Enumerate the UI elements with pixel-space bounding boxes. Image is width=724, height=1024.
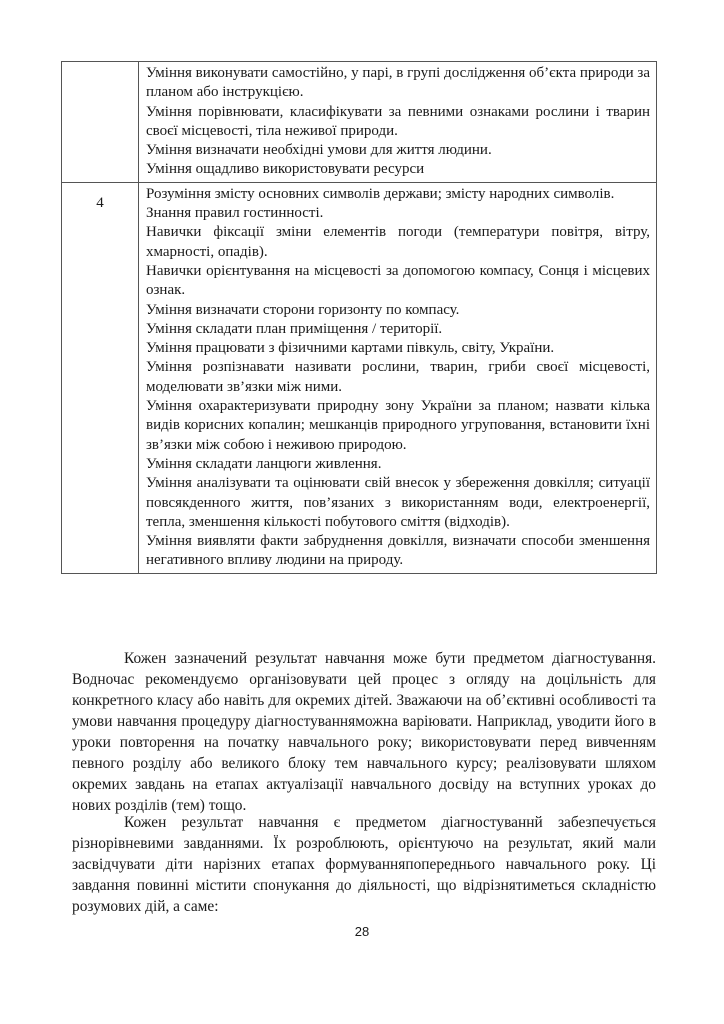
row-number-cell (62, 182, 139, 573)
row-number (62, 62, 138, 74)
list-item: Уміння визначати необхідні умови для життя людини. (146, 142, 492, 159)
row-number-cell (62, 62, 139, 183)
table-row (62, 182, 657, 573)
list-item: Уміння складати ланцюги живлення. (146, 455, 382, 472)
row-items-cell (139, 62, 657, 183)
list-item: Розуміння змісту основних символів держави; змісту народних символів. (146, 185, 615, 202)
list-item: Уміння складати план приміщення / території. (146, 320, 443, 337)
list-item: Уміння працювати з фізичними картами півкуль, світу, України. (146, 340, 555, 357)
list-item: Уміння виконувати самостійно, у парі, в групі дослідження об’єкта природи за планом або інструкцією. (146, 65, 650, 101)
body-paragraph-tasks: Кожен результат навчання є предметом діагностуваннй забезпечується різнорівневими завданнями. Їх розроблюють, орієнтуючо на результат, який мали засвідчувати діти нарізних етапах формуванняпопереднього навчального року. Ці завдання повинні містити спонукання до діяльності, що відрізнятиметься складністю розумових дій, а саме: (72, 814, 656, 915)
list-item: Уміння виявляти факти забруднення довкілля, визначати способи зменшення негативного впливу людини на природу. (146, 533, 650, 569)
list-item: Знання правил гостинності. (146, 205, 324, 222)
list-item: Навички фіксації зміни елементів погоди (температури повітря, вітру, хмарності, опадів). (146, 224, 650, 260)
list-item: Уміння порівнювати, класифікувати за певними ознаками рослини і тварин своєї місцевості, тіла неживої природи. (146, 103, 650, 139)
list-item: Уміння розпізнавати називати рослини, тварин, гриби своєї місцевості, моделювати зв’язки між ними. (146, 359, 650, 395)
list-item: Уміння охарактеризувати природну зону України за планом; назвати кілька видів корисних копалин; мешканців природного угруповання, встановити їхні зв’язки між собою і неживою природою. (146, 398, 650, 453)
row-number: 4 (96, 194, 104, 211)
list-item: Навички орієнтування на місцевості за допомогою компасу, Сонця і місцевих ознак. (146, 262, 650, 299)
list-item: Уміння аналізувати та оцінювати свій внесок у збереження довкілля; ситуації повсякденного життя, пов’язаних з використанням води, електроенергії, тепла, зменшення кількості побутового сміття (відходів). (146, 475, 650, 530)
row-items-cell (139, 182, 657, 573)
body-paragraph-diagnostics: Кожен зазначений результат навчання може бути предметом діагностування. Водночас рекомендуємо організовувати цей процес з огляду на доцільність для конкретного класу або навіть для окремих дітей. Зважаючи на об’єктивні особливості та умови навчання процедуру діагностуванняможна варіювати. Наприклад, уводити його в уроки повторення на початку навчального року; використовувати перед вивченням певного розділу або великого блоку тем навчального курсу; реалізовувати шляхом окремих завдань на етапах актуалізації навчального досвіду на вступних уроках до нових розділів (тем) тощо. (72, 650, 656, 814)
list-item: Уміння визначати сторони горизонту по компасу. (146, 301, 460, 318)
table-row (62, 62, 657, 183)
list-item: Уміння ощадливо використовувати ресурси (146, 161, 425, 178)
page-number: 28 (354, 924, 370, 939)
learning-outcomes-table (61, 61, 657, 574)
